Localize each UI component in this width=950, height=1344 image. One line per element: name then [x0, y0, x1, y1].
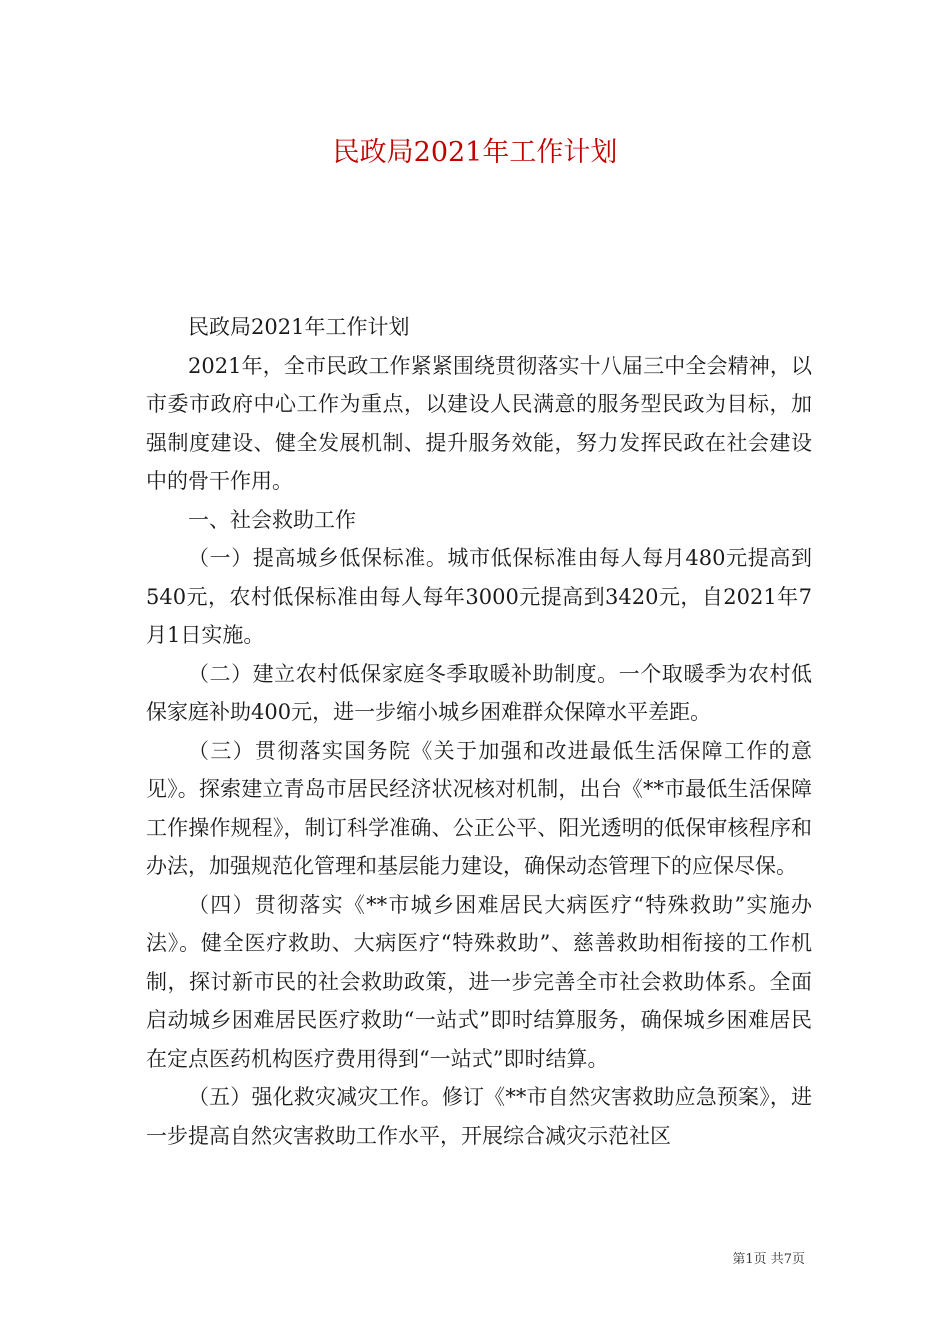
- page-footer: 第1页 共7页: [732, 1252, 805, 1267]
- paragraph-item-3: （三）贯彻落实国务院《关于加强和改进最低生活保障工作的意见》。探索建立青岛市居民经济状况核对机制，出台《**市最低生活保障工作操作规程》，制订科学准确、公正公平、阳光透明的低保审核程序和办法，加强规范化管理和基层能力建设，确保动态管理下的应保尽保。: [146, 738, 812, 878]
- section-heading-social-assistance: 一、社会救助工作: [188, 507, 356, 532]
- document-title: 民政局2021年工作计划: [332, 137, 618, 168]
- paragraph-heading: 民政局2021年工作计划: [188, 315, 410, 339]
- paragraph-item-1: （一）提高城乡低保标准。城市低保标准由每人每月480元提高到540元，农村低保标准由每人每年3000元提高到3420元，自2021年7月1日实施。: [146, 546, 812, 647]
- document-body: [146, 308, 812, 1155]
- paragraph-item-5: （五）强化救灾减灾工作。修订《**市自然灾害救助应急预案》，进一步提高自然灾害救助工作水平，开展综合减灾示范社区: [146, 1085, 812, 1148]
- paragraph-intro: 2021年，全市民政工作紧紧围绕贯彻落实十八届三中全会精神，以市委市政府中心工作为重点，以建设人民满意的服务型民政为目标，加强制度建设、健全发展机制、提升服务效能，努力发挥民政在社会建设中的骨干作用。: [146, 353, 812, 493]
- paragraph-item-2: （二）建立农村低保家庭冬季取暖补助制度。一个取暖季为农村低保家庭补助400元，进一步缩小城乡困难群众保障水平差距。: [146, 661, 812, 724]
- paragraph-item-4: （四）贯彻落实《**市城乡困难居民大病医疗“特殊救助”实施办法》。健全医疗救助、大病医疗“特殊救助”、慈善救助相衔接的工作机制，探讨新市民的社会救助政策，进一步完善全市社会救助体系。全面启动城乡困难居民医疗救助“一站式”即时结算服务，确保城乡困难居民在定点医药机构医疗费用得到“一站式”即时结算。: [146, 892, 812, 1071]
